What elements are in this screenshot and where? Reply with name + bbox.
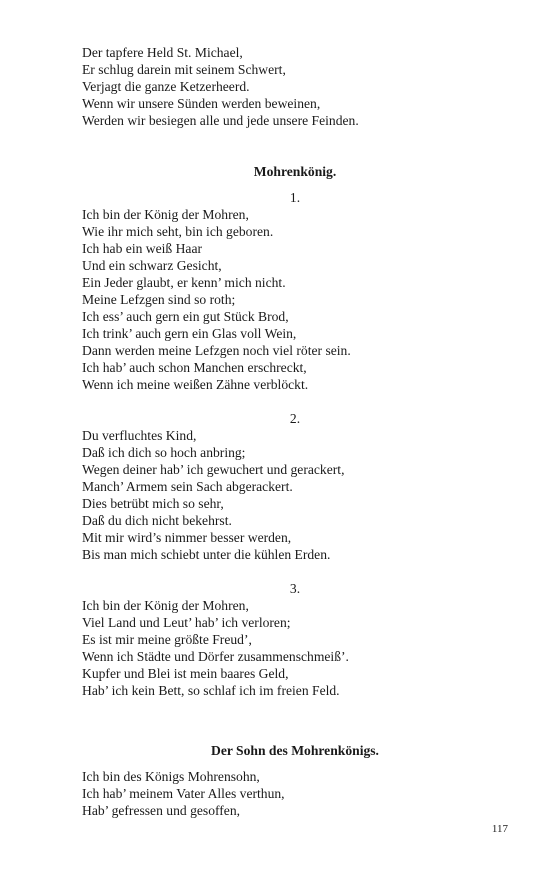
verse-line: Viel Land und Leut’ hab’ ich verloren; xyxy=(82,615,291,630)
verse-line: Hab’ gefressen und gesoffen, xyxy=(82,803,241,818)
verse-line: Ich hab’ meinem Vater Alles verthun, xyxy=(82,786,285,801)
stanza-number: 2. xyxy=(289,411,301,426)
verse-line: Mit mir wird’s nimmer besser werden, xyxy=(82,530,292,545)
section-title-sohn-des-mohrenkoenigs: Der Sohn des Mohrenkönigs. xyxy=(211,743,379,758)
verse-line: Werden wir besiegen alle und jede unsere Feinden. xyxy=(82,113,359,128)
stanza-number: 1. xyxy=(289,190,301,205)
verse-line: Meine Lefzgen sind so roth; xyxy=(82,292,236,307)
verse-line: Wegen deiner hab’ ich gewuchert und gerackert, xyxy=(82,462,345,477)
verse-line: Daß ich dich so hoch anbring; xyxy=(82,445,246,460)
intro-stanza xyxy=(82,44,508,129)
verse-line: Verjagt die ganze Ketzerheerd. xyxy=(82,79,250,94)
verse-line: Kupfer und Blei ist mein baares Geld, xyxy=(82,666,289,681)
stanza-number: 3. xyxy=(289,581,301,596)
verse-line: Ich trink’ auch gern ein Glas voll Wein, xyxy=(82,326,297,341)
verse-line: Ich bin der König der Mohren, xyxy=(82,207,249,222)
verse-line: Daß du dich nicht bekehrst. xyxy=(82,513,232,528)
page-body xyxy=(82,44,508,819)
verse-line: Wenn ich Städte und Dörfer zusammenschmeiß’. xyxy=(82,649,349,664)
verse-line: Er schlug darein mit seinem Schwert, xyxy=(82,62,286,77)
verse-line: Ich bin des Königs Mohrensohn, xyxy=(82,769,260,784)
verse-line: Dann werden meine Lefzgen noch viel röter sein. xyxy=(82,343,351,358)
verse-line: Ich ess’ auch gern ein gut Stück Brod, xyxy=(82,309,289,324)
verse-line: Es ist mir meine größte Freud’, xyxy=(82,632,252,647)
verse-line: Bis man mich schiebt unter die kühlen Erden. xyxy=(82,547,331,562)
verse-line: Manch’ Armem sein Sach abgerackert. xyxy=(82,479,293,494)
stanza-3 xyxy=(82,580,508,699)
verse-line: Ich hab’ auch schon Manchen erschreckt, xyxy=(82,360,307,375)
verse-line: Wenn ich meine weißen Zähne verblöckt. xyxy=(82,377,309,392)
verse-line: Ich bin der König der Mohren, xyxy=(82,598,249,613)
stanza-sohn xyxy=(82,768,508,819)
stanza-1 xyxy=(82,189,508,393)
page-number: 117 xyxy=(491,823,508,835)
verse-line: Wenn wir unsere Sünden werden beweinen, xyxy=(82,96,321,111)
verse-line: Hab’ ich kein Bett, so schlaf ich im freien Feld. xyxy=(82,683,340,698)
verse-line: Der tapfere Held St. Michael, xyxy=(82,45,243,60)
verse-line: Wie ihr mich seht, bin ich geboren. xyxy=(82,224,274,239)
section-title-mohrenkoenig: Mohrenkönig. xyxy=(253,164,337,179)
verse-line: Und ein schwarz Gesicht, xyxy=(82,258,222,273)
verse-line: Ich hab ein weiß Haar xyxy=(82,241,203,256)
verse-line: Ein Jeder glaubt, er kenn’ mich nicht. xyxy=(82,275,286,290)
stanza-2 xyxy=(82,410,508,563)
verse-line: Dies betrübt mich so sehr, xyxy=(82,496,224,511)
verse-line: Du verfluchtes Kind, xyxy=(82,428,197,443)
